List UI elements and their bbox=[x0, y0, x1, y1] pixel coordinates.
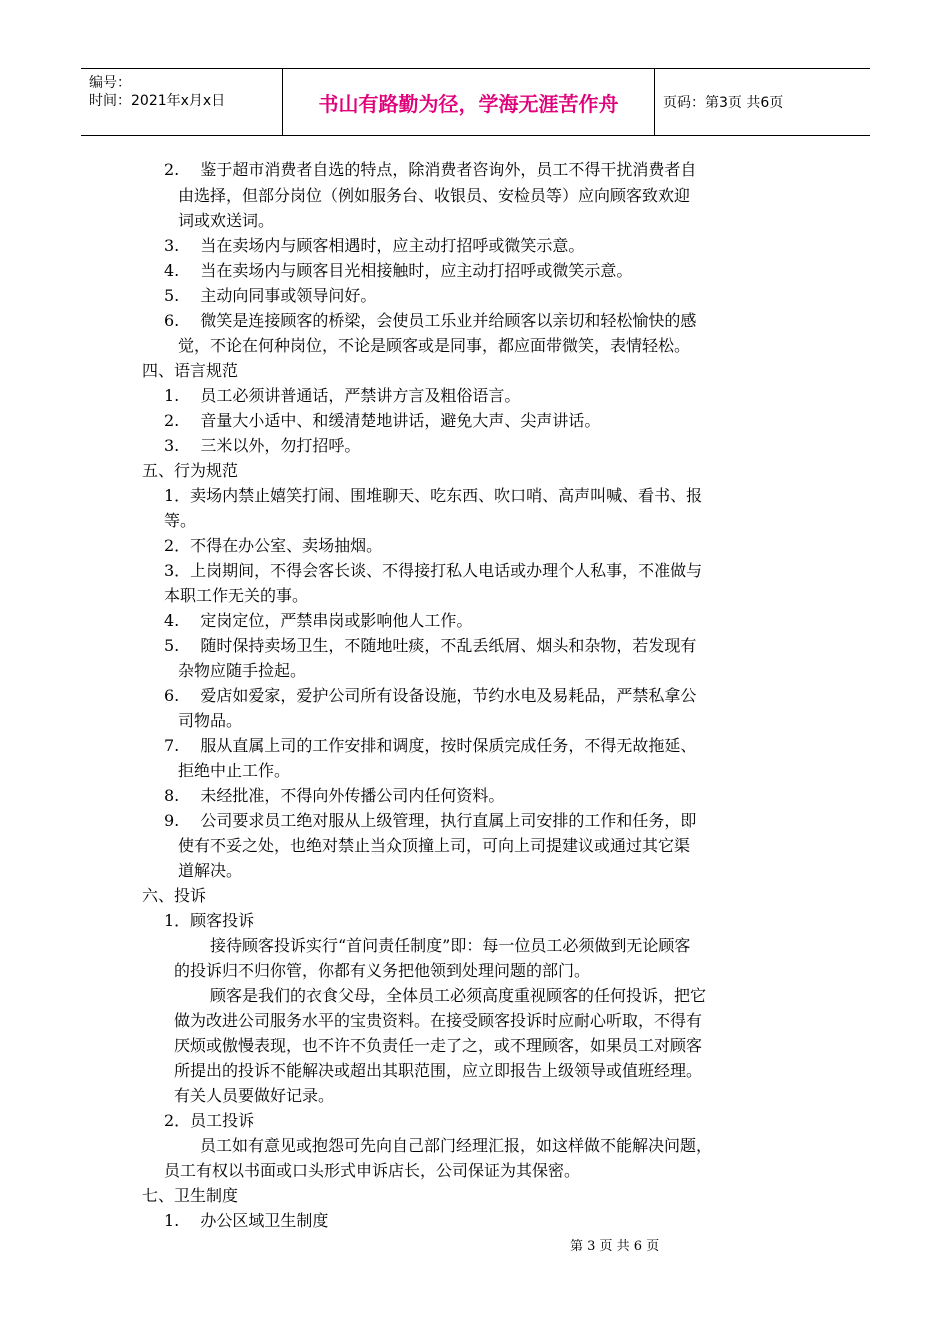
text-line: 所提出的投诉不能解决或超出其职范围，应立即报告上级领导或值班经理。 bbox=[174, 1061, 703, 1080]
section-heading: 四、语言规范 bbox=[142, 361, 239, 380]
footer-page-number: 第 3 页 共 6 页 bbox=[570, 1239, 660, 1254]
text-line: 司物品。 bbox=[178, 711, 243, 730]
text-line: 3. 三米以外，勿打招呼。 bbox=[164, 436, 361, 455]
doc-code: 编号： bbox=[89, 75, 131, 91]
header-table bbox=[81, 68, 870, 136]
text-line: 本职工作无关的事。 bbox=[164, 586, 309, 605]
text-line: 5. 主动向同事或领导问好。 bbox=[164, 286, 377, 305]
text-line: 7. 服从直属上司的工作安排和调度，按时保质完成任务，不得无故拖延、 bbox=[164, 736, 697, 755]
text-line: 2. 鉴于超市消费者自选的特点，除消费者咨询外，员工不得干扰消费者自 bbox=[164, 160, 697, 179]
text-line: 觉，不论在何种岗位，不论是顾客或是同事，都应面带微笑，表情轻松。 bbox=[178, 336, 691, 355]
text-line: 使有不妥之处，也绝对禁止当众顶撞上司，可向上司提建议或通过其它渠 bbox=[178, 836, 691, 855]
text-line: 3．上岗期间，不得会客长谈、不得接打私人电话或办理个人私事，不准做与 bbox=[164, 561, 703, 580]
text-line: 由选择，但部分岗位（例如服务台、收银员、安检员等）应向顾客致欢迎 bbox=[178, 186, 691, 205]
text-line: 员工有权以书面或口头形式申诉店长，公司保证为其保密。 bbox=[164, 1161, 581, 1180]
doc-time: 时间：2021年x月x日 bbox=[89, 93, 226, 109]
section-heading: 五、行为规范 bbox=[142, 461, 239, 480]
text-line: 的投诉归不归你管，你都有义务把他领到处理问题的部门。 bbox=[174, 961, 591, 980]
text-line: 厌烦或傲慢表现，也不许不负责任一走了之，或不理顾客，如果员工对顾客 bbox=[174, 1036, 703, 1055]
header-meta bbox=[89, 74, 225, 110]
text-line: 有关人员要做好记录。 bbox=[174, 1086, 335, 1105]
text-line: 做为改进公司服务水平的宝贵资料。在接受顾客投诉时应耐心听取，不得有 bbox=[174, 1011, 703, 1030]
text-line: 9. 公司要求员工绝对服从上级管理，执行直属上司安排的工作和任务，即 bbox=[164, 811, 697, 830]
header-page-info: 页码：第3页 共6页 bbox=[663, 95, 784, 111]
header-motto: 书山有路勤为径，学海无涯苦作舟 bbox=[318, 91, 619, 116]
text-line: 顾客是我们的衣食父母，全体员工必须高度重视顾客的任何投诉，把它 bbox=[210, 986, 707, 1005]
text-line: 4. 定岗定位，严禁串岗或影响他人工作。 bbox=[164, 611, 473, 630]
text-line: 2．不得在办公室、卖场抽烟。 bbox=[164, 536, 383, 555]
text-line: 1．卖场内禁止嬉笑打闹、围堆聊天、吃东西、吹口哨、高声叫喊、看书、报 bbox=[164, 486, 703, 505]
text-line: 1. 员工必须讲普通话，严禁讲方言及粗俗语言。 bbox=[164, 386, 521, 405]
text-line: 8. 未经批准，不得向外传播公司内任何资料。 bbox=[164, 786, 505, 805]
text-line: 1. 办公区域卫生制度 bbox=[164, 1211, 329, 1230]
text-line: 5. 随时保持卖场卫生，不随地吐痰，不乱丢纸屑、烟头和杂物，若发现有 bbox=[164, 636, 697, 655]
text-line: 等。 bbox=[164, 511, 197, 530]
header-divider bbox=[654, 68, 655, 136]
text-line: 2. 音量大小适中、和缓清楚地讲话，避免大声、尖声讲话。 bbox=[164, 411, 601, 430]
text-line: 4. 当在卖场内与顾客目光相接触时，应主动打招呼或微笑示意。 bbox=[164, 261, 633, 280]
text-line: 1．顾客投诉 bbox=[164, 911, 255, 930]
text-line: 接待顾客投诉实行“首问责任制度”即：每一位员工必须做到无论顾客 bbox=[210, 936, 691, 955]
text-line: 6. 爱店如爱家，爱护公司所有设备设施，节约水电及易耗品，严禁私拿公 bbox=[164, 686, 697, 705]
section-heading: 七、卫生制度 bbox=[142, 1186, 239, 1205]
text-line: 员工如有意见或抱怨可先向自己部门经理汇报，如这样做不能解决问题， bbox=[200, 1136, 713, 1155]
section-heading: 六、投诉 bbox=[142, 886, 207, 905]
text-line: 2．员工投诉 bbox=[164, 1111, 255, 1130]
text-line: 词或欢送词。 bbox=[178, 211, 275, 230]
text-line: 6. 微笑是连接顾客的桥梁，会使员工乐业并给顾客以亲切和轻松愉快的感 bbox=[164, 311, 697, 330]
text-line: 拒绝中止工作。 bbox=[178, 761, 291, 780]
text-line: 杂物应随手捡起。 bbox=[178, 661, 307, 680]
text-line: 3. 当在卖场内与顾客相遇时，应主动打招呼或微笑示意。 bbox=[164, 236, 585, 255]
text-line: 道解决。 bbox=[178, 861, 243, 880]
